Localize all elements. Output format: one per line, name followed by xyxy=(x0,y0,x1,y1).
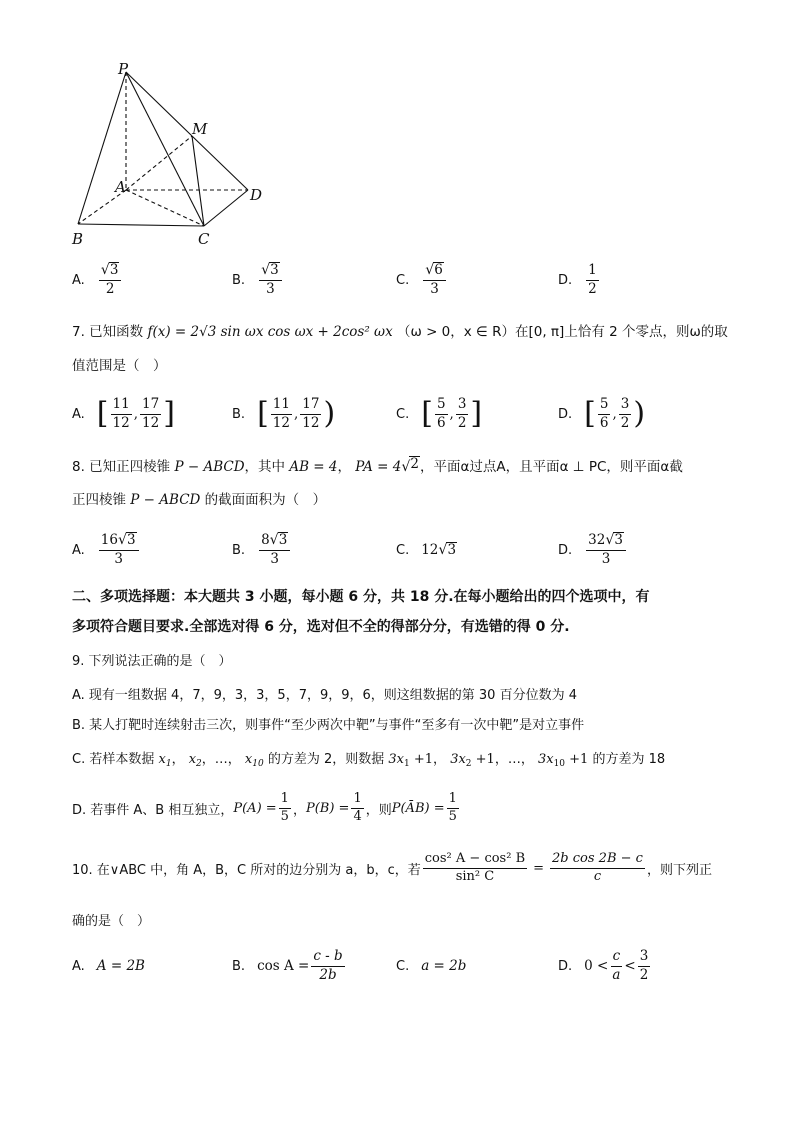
q8-option-a[interactable]: A. 16 √ 3 3 xyxy=(72,530,141,570)
q10-option-d[interactable]: D. 0 < $\frac{c}{a}$ < $\frac{3}{2}$ xyxy=(558,947,649,983)
q10-option-b[interactable]: B. cos A = $\frac{c - b}{2b}$ xyxy=(232,947,343,983)
q9-option-a[interactable]: A. 现有一组数据 4，7，9，3，3，5，7，9，9，6，则这组数据的第 30 百分位数为 4 xyxy=(72,688,577,703)
label-A: A xyxy=(115,178,126,196)
q8-option-d[interactable]: D. 32 √ 3 3 xyxy=(558,530,628,570)
q7-options xyxy=(72,394,732,434)
q10-stem: 10. 在∨ABC 中，角 A，B，C 所对的边分别为 a，b，c，若 $\frac{\text{cos² A − cos² B}}{\text{sin² C}}$ = $\frac{\text{2b cos 2B − c}}{c}$ ，则下列正 xyxy=(72,851,712,884)
q7-option-d[interactable]: D. [ $\frac{5}{6}$ , $\frac{3}{2}$ ) xyxy=(558,395,646,431)
label-D: D xyxy=(250,186,263,204)
q9-stem: 9. 下列说法正确的是（ ） xyxy=(72,654,232,669)
q7-option-b[interactable]: B. [ $\frac{11}{12}$ , $\frac{17}{12}$ ) xyxy=(232,395,336,431)
pyramid-figure xyxy=(60,52,280,252)
q10-stem-line2: 确的是（ ） xyxy=(72,914,151,929)
label-C: C xyxy=(198,230,210,248)
pyramid-diagram xyxy=(60,52,280,252)
q8-option-b[interactable]: B. 8 √ 3 3 xyxy=(232,530,292,570)
q7-option-a[interactable]: A. [ $\frac{11}{12}$ , $\frac{17}{12}$ ] xyxy=(72,395,175,431)
q6-option-a[interactable]: A. √ 3 2 xyxy=(72,260,123,300)
q10-option-c[interactable]: C. a = 2b xyxy=(396,958,467,974)
q8-stem-line2: 正四棱锥 P − ABCD 的截面面积为（ ） xyxy=(72,492,327,508)
q9-option-b[interactable]: B. 某人打靶时连续射击三次，则事件“至少两次中靶”与事件“至多有一次中靶”是对立事件 xyxy=(72,718,585,733)
q6-option-b[interactable]: B. √ 3 3 xyxy=(232,260,284,300)
q10-option-a[interactable]: A. A = 2B xyxy=(72,958,145,974)
q10-options xyxy=(72,946,732,986)
q7-stem: 7. 已知函数 f(x) = 2√3 sin ωx cos ωx + 2cos² ωx （ω > 0，x ∈ R）在[0, π]上恰有 2 个零点，则ω的取 xyxy=(72,324,728,340)
q7-option-c[interactable]: C. [ $\frac{5}{6}$ , $\frac{3}{2}$ ] xyxy=(396,395,483,431)
section-2-header: 二、多项选择题：本大题共 3 小题，每小题 6 分，共 18 分.在每小题给出的四个选项中，有 多项符合题目要求.全部选对得 6 分，选对但不全的得部分分，有选错的得 0 分. xyxy=(72,589,650,635)
q8-options xyxy=(72,530,732,570)
q6-option-c[interactable]: C. √ 6 3 xyxy=(396,260,448,300)
label-P: P xyxy=(118,60,129,78)
label-B: B xyxy=(72,230,84,248)
q6-option-d[interactable]: D. $\frac{1}{2}$ xyxy=(558,261,597,297)
q9-option-d[interactable]: D. 若事件 A、B 相互独立， P(A) = $\frac{1}{5}$ ， P(B) = $\frac{1}{4}$ ，则 P(ĀB) = $\frac{1}{5}$ xyxy=(72,791,457,824)
label-M: M xyxy=(192,120,208,138)
q6-options xyxy=(72,260,732,300)
q7-stem-line2: 值范围是（ ） xyxy=(72,358,167,374)
q9-option-c[interactable]: C. 若样本数据 $x_1$， $x_2$，…， $x_{10}$ 的方差为 2，则数据 $3x_1 +1$， $3x_2 +1$，…， $3x_{10} +1$ 的方差为 18 xyxy=(72,752,666,769)
q8-stem: 8. 已知正四棱锥 P − ABCD，其中 AB = 4， PA = 4 √ 2 ，平面α过点A，且平面α ⊥ PC，则平面α截 xyxy=(72,456,683,475)
q8-option-c[interactable]: C. 12 √ 3 xyxy=(396,541,457,558)
